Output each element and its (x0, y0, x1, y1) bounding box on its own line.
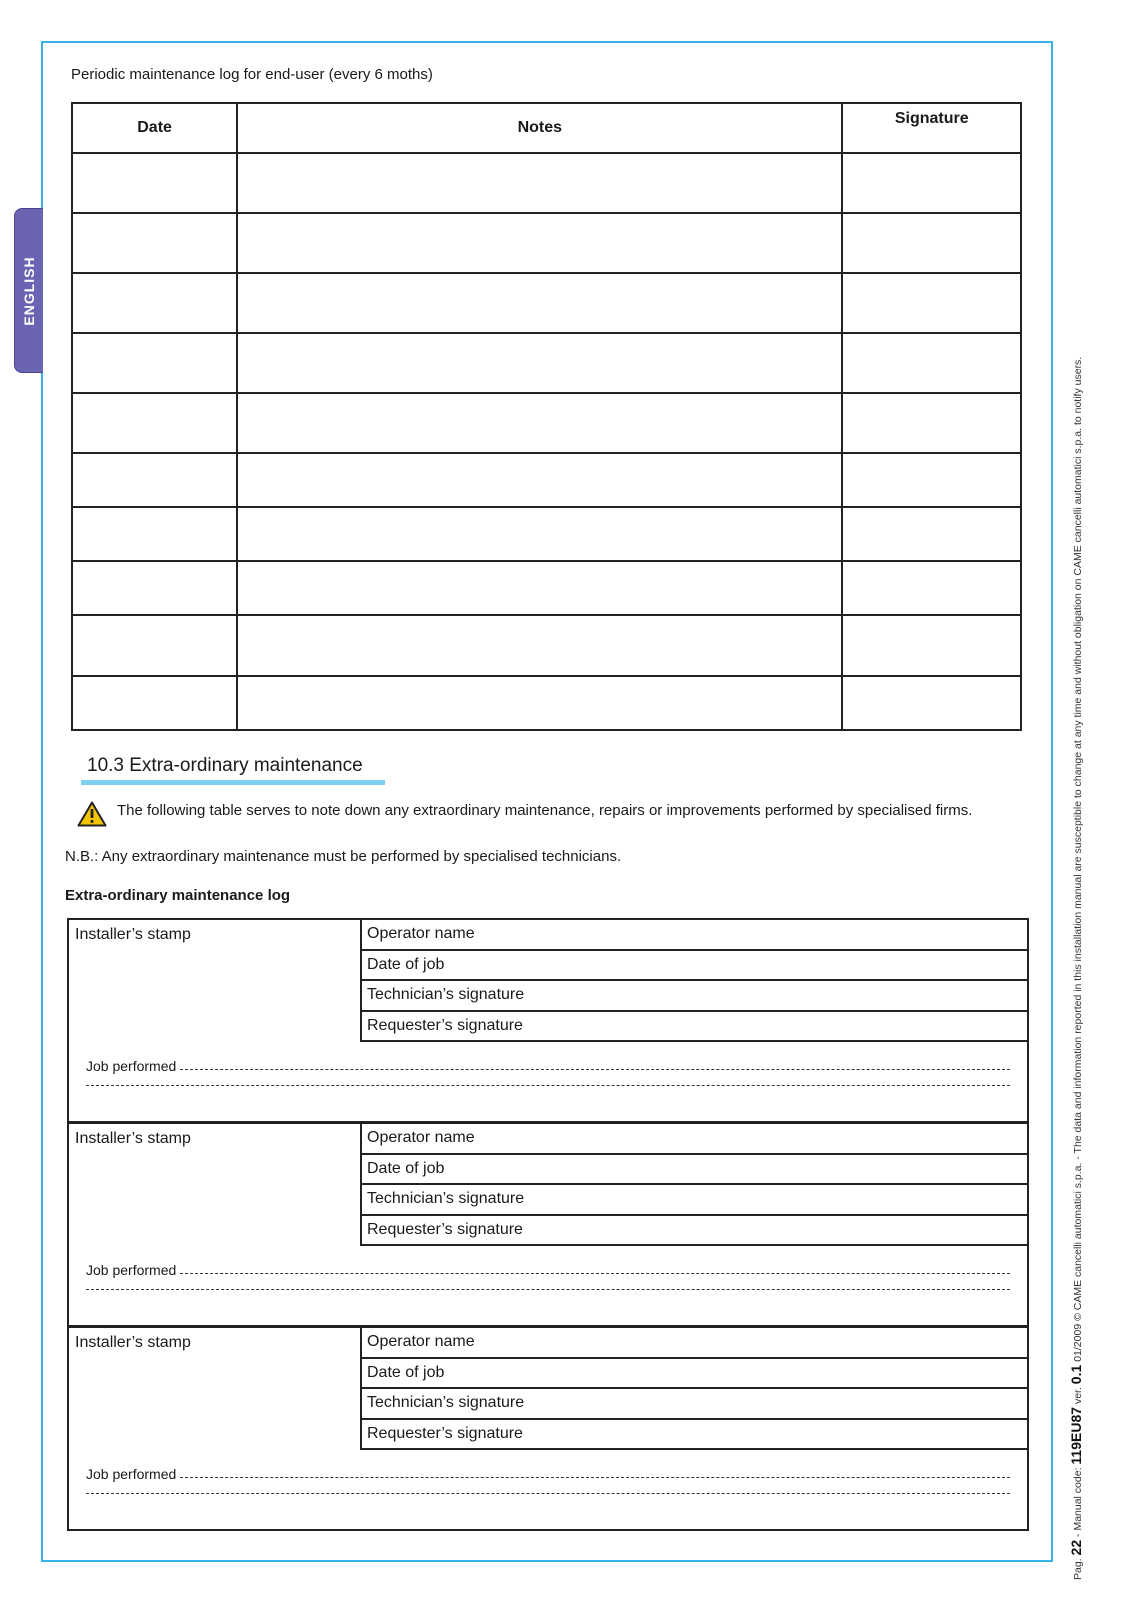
page-prefix: Pag. (1072, 1558, 1084, 1580)
section-heading-underline (81, 780, 385, 785)
signature-cell[interactable] (842, 393, 1021, 453)
notes-cell[interactable] (237, 615, 842, 676)
language-tab (14, 208, 43, 373)
job-performed-line (86, 1288, 1010, 1290)
job-performed-label: Job performed (86, 1466, 177, 1482)
requester-signature-field[interactable]: Requester’s signature (362, 1420, 1027, 1451)
signature-cell[interactable] (842, 615, 1021, 676)
table-row (72, 273, 1021, 333)
signature-cell[interactable] (842, 561, 1021, 615)
table-row (72, 213, 1021, 273)
date-cell[interactable] (72, 393, 237, 453)
date-cell[interactable] (72, 561, 237, 615)
nb-note: N.B.: Any extraordinary maintenance must be performed by specialised technicians. (65, 848, 622, 865)
table-row (72, 676, 1021, 730)
installer-stamp-label: Installer’s stamp (75, 1334, 191, 1351)
manual-code-label: - Manual code: (1072, 1467, 1084, 1537)
technician-signature-field[interactable]: Technician’s signature (362, 1389, 1027, 1420)
warning-note (65, 800, 1030, 822)
date-cell[interactable] (72, 507, 237, 561)
date-of-job-field[interactable]: Date of job (362, 1359, 1027, 1390)
edition-date: 01/2009 (1072, 1323, 1084, 1362)
notes-cell[interactable] (237, 153, 842, 213)
notes-cell[interactable] (237, 507, 842, 561)
date-cell[interactable] (72, 153, 237, 213)
job-fields (360, 1124, 1027, 1246)
version-label: ver. (1072, 1387, 1084, 1405)
table-row (72, 453, 1021, 507)
job-fields (360, 1328, 1027, 1450)
table-row (72, 615, 1021, 676)
notes-cell[interactable] (237, 273, 842, 333)
table-row (72, 393, 1021, 453)
section-heading: 10.3 Extra-ordinary maintenance (87, 755, 363, 776)
warning-icon (77, 801, 107, 827)
warning-text: The following table serves to note down any extraordinary maintenance, repairs or improvements performed by specialised firms. (117, 802, 973, 819)
installer-stamp-box[interactable] (69, 1328, 360, 1450)
signature-cell[interactable] (842, 213, 1021, 273)
notes-cell[interactable] (237, 213, 842, 273)
column-header-signature: Signature (842, 103, 1021, 153)
signature-cell[interactable] (842, 453, 1021, 507)
technician-signature-field[interactable]: Technician’s signature (362, 1185, 1027, 1216)
job-performed-line (86, 1084, 1010, 1086)
job-performed-label: Job performed (86, 1058, 177, 1074)
requester-signature-field[interactable]: Requester’s signature (362, 1012, 1027, 1043)
date-cell[interactable] (72, 615, 237, 676)
maintenance-log-block (67, 1122, 1029, 1327)
notes-cell[interactable] (237, 561, 842, 615)
date-cell[interactable] (72, 213, 237, 273)
table-row (72, 153, 1021, 213)
copyright-text: © CAME cancelli automatici s.p.a. - The data and information reported in this installation manual are susceptible to change at any time and without obligation on CAME cancelli automatici s.p.a. to notify users. (1072, 356, 1084, 1321)
job-performed-area[interactable] (86, 1053, 1010, 1086)
signature-cell[interactable] (842, 507, 1021, 561)
requester-signature-field[interactable]: Requester’s signature (362, 1216, 1027, 1247)
job-performed-line (86, 1492, 1010, 1494)
date-of-job-field[interactable]: Date of job (362, 951, 1027, 982)
signature-cell[interactable] (842, 333, 1021, 393)
date-of-job-field[interactable]: Date of job (362, 1155, 1027, 1186)
maintenance-log-block (67, 918, 1029, 1123)
signature-cell[interactable] (842, 153, 1021, 213)
technician-signature-field[interactable]: Technician’s signature (362, 981, 1027, 1012)
signature-cell[interactable] (842, 273, 1021, 333)
installer-stamp-box[interactable] (69, 1124, 360, 1246)
job-performed-line (180, 1068, 1010, 1070)
extraordinary-log-title: Extra-ordinary maintenance log (65, 887, 291, 904)
table-row (72, 507, 1021, 561)
column-header-notes: Notes (237, 103, 842, 153)
version-number: 0.1 (1068, 1364, 1084, 1385)
footer-side-note (1068, 357, 1084, 1580)
maintenance-log-block (67, 1326, 1029, 1531)
column-header-date: Date (72, 103, 237, 153)
job-performed-line (180, 1476, 1010, 1478)
periodic-maintenance-table (71, 102, 1022, 731)
job-fields (360, 920, 1027, 1042)
notes-cell[interactable] (237, 676, 842, 730)
language-tab-label: ENGLISH (21, 255, 37, 326)
date-cell[interactable] (72, 453, 237, 507)
table-row (72, 333, 1021, 393)
date-cell[interactable] (72, 676, 237, 730)
notes-cell[interactable] (237, 453, 842, 507)
periodic-log-title: Periodic maintenance log for end-user (every 6 moths) (71, 66, 433, 83)
notes-cell[interactable] (237, 393, 842, 453)
manual-code: 119EU87 (1068, 1406, 1084, 1465)
installer-stamp-label: Installer’s stamp (75, 1130, 191, 1147)
job-performed-area[interactable] (86, 1461, 1010, 1494)
job-performed-label: Job performed (86, 1262, 177, 1278)
operator-name-field[interactable]: Operator name (362, 1328, 1027, 1359)
installer-stamp-box[interactable] (69, 920, 360, 1042)
job-performed-area[interactable] (86, 1257, 1010, 1290)
operator-name-field[interactable]: Operator name (362, 1124, 1027, 1155)
signature-cell[interactable] (842, 676, 1021, 730)
notes-cell[interactable] (237, 333, 842, 393)
operator-name-field[interactable]: Operator name (362, 920, 1027, 951)
installer-stamp-label: Installer’s stamp (75, 926, 191, 943)
date-cell[interactable] (72, 273, 237, 333)
job-performed-line (180, 1272, 1010, 1274)
table-row (72, 561, 1021, 615)
date-cell[interactable] (72, 333, 237, 393)
page-number: 22 (1068, 1539, 1084, 1556)
